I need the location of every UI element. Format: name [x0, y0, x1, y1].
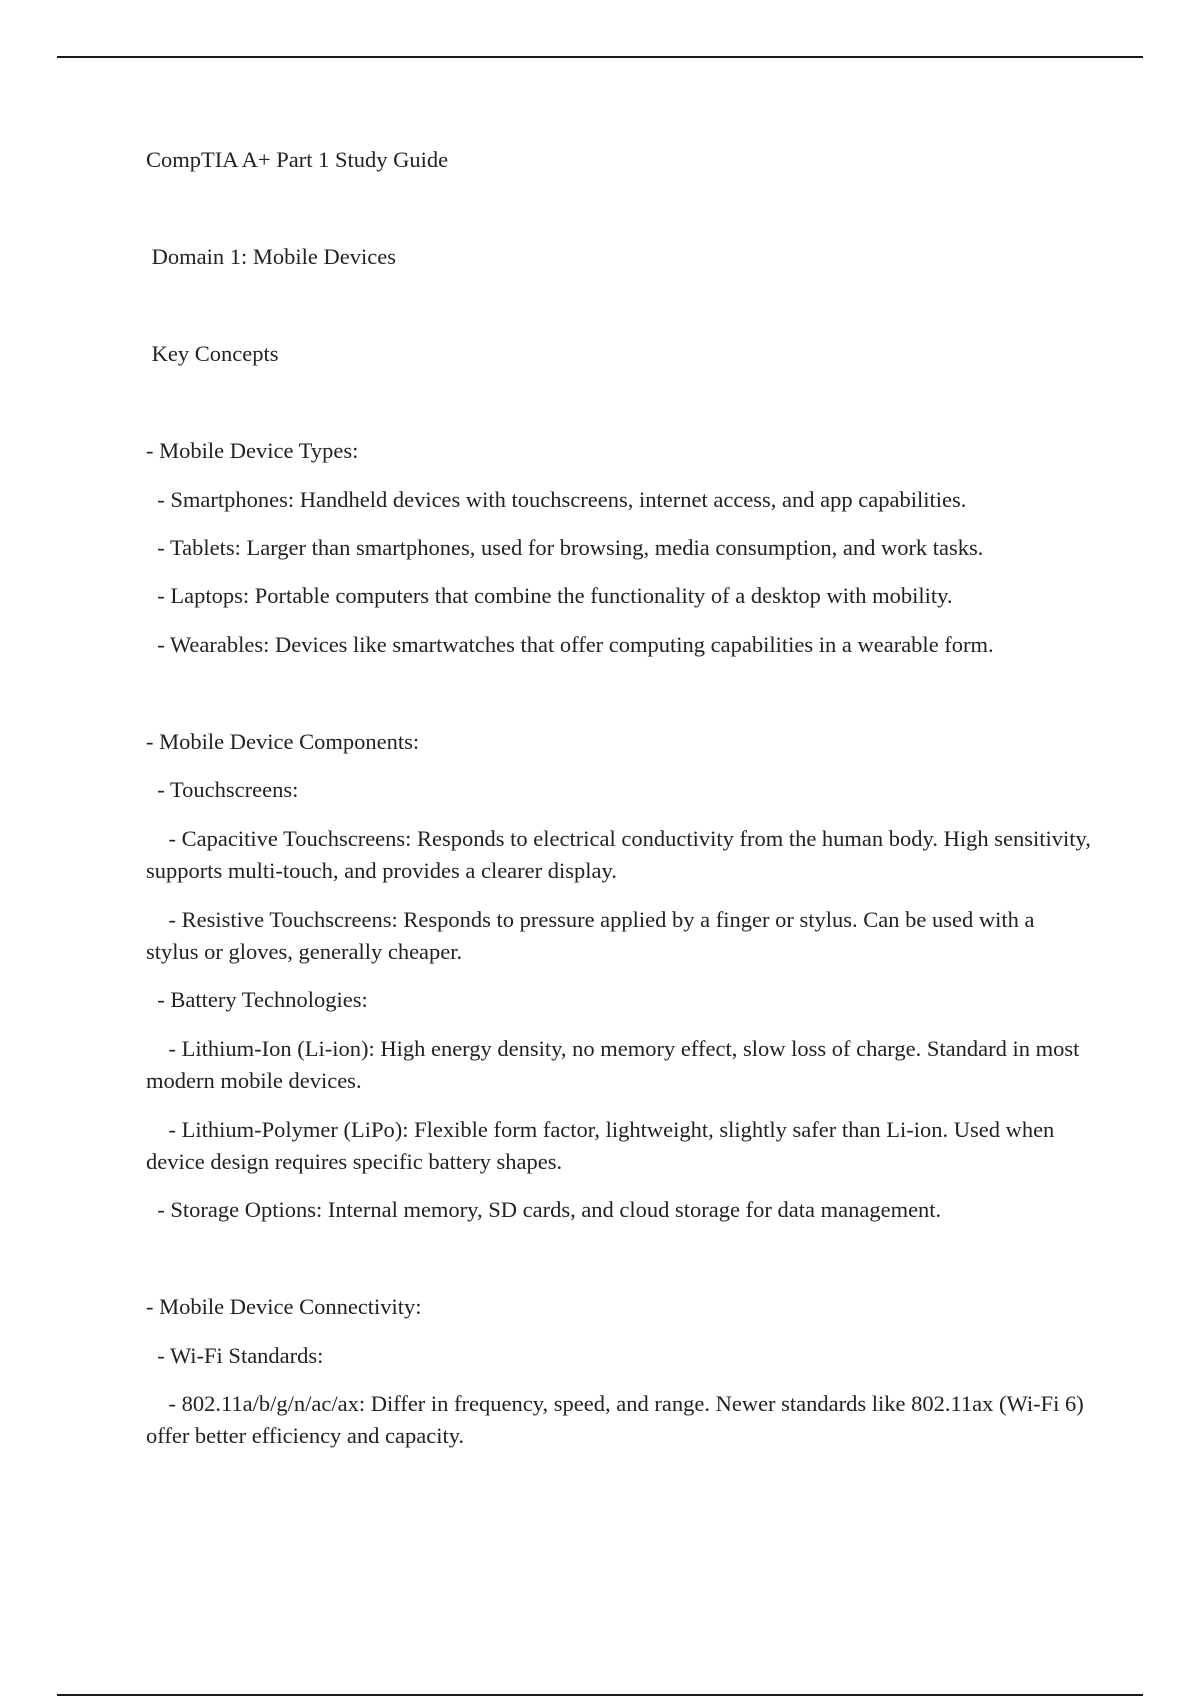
list-item-resistive: - Resistive Touchscreens: Responds to pressure applied by a finger or stylus. Can be used with a stylus or gloves, generally cheaper. [146, 907, 1041, 964]
bottom-rule [57, 1694, 1143, 1696]
list-item-lipo: - Lithium-Polymer (LiPo): Flexible form factor, lightweight, slightly safer than Li-ion. Used when device design requires specific battery shapes. [146, 1117, 1060, 1174]
document-title: CompTIA A+ Part 1 Study Guide [146, 147, 449, 172]
section-heading-types: - Mobile Device Types: [146, 438, 359, 463]
key-concepts-heading: Key Concepts [146, 341, 279, 366]
list-item-battery: - Battery Technologies: [146, 987, 368, 1012]
list-item-wifi-detail: - 802.11a/b/g/n/ac/ax: Differ in frequency, speed, and range. Newer standards like 802.11ax (Wi-Fi 6) offer better efficiency and capacity. [146, 1391, 1090, 1448]
list-item: - Wearables: Devices like smartwatches that offer computing capabilities in a wearable form. [146, 632, 994, 657]
domain-heading: Domain 1: Mobile Devices [146, 244, 396, 269]
list-item: - Laptops: Portable computers that combine the functionality of a desktop with mobility. [146, 583, 953, 608]
list-item-capacitive: - Capacitive Touchscreens: Responds to electrical conductivity from the human body. High sensitivity, supports multi-touch, and provides a clearer display. [146, 826, 1097, 883]
section-heading-connectivity: - Mobile Device Connectivity: [146, 1294, 422, 1319]
list-item: - Tablets: Larger than smartphones, used for browsing, media consumption, and work tasks. [146, 535, 984, 560]
list-item: - Smartphones: Handheld devices with touchscreens, internet access, and app capabilities. [146, 487, 967, 512]
top-rule [57, 56, 1143, 58]
section-heading-components: - Mobile Device Components: [146, 729, 420, 754]
list-item-wifi: - Wi-Fi Standards: [146, 1343, 324, 1368]
list-item-storage: - Storage Options: Internal memory, SD cards, and cloud storage for data management. [146, 1197, 942, 1222]
list-item-li-ion: - Lithium-Ion (Li-ion): High energy density, no memory effect, slow loss of charge. Standard in most modern mobile devices. [146, 1036, 1085, 1093]
list-item-touchscreens: - Touchscreens: [146, 777, 299, 802]
